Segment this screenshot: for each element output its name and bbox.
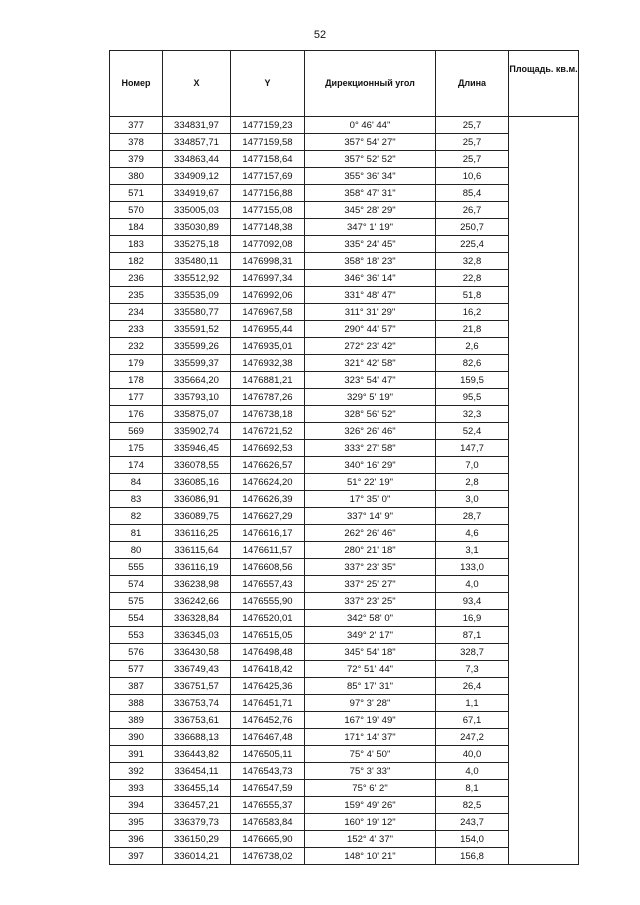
- cell-number: 175: [110, 440, 163, 457]
- cell-number: 553: [110, 627, 163, 644]
- cell-y: 1476425,36: [231, 678, 305, 695]
- cell-number: 569: [110, 423, 163, 440]
- cell-length: 16,2: [436, 304, 509, 321]
- cell-length: 52,4: [436, 423, 509, 440]
- table-row: [110, 508, 579, 525]
- cell-x: 335902,74: [163, 423, 231, 440]
- cell-x: 335591,52: [163, 321, 231, 338]
- cell-y: 1477092,08: [231, 236, 305, 253]
- cell-length: 7,3: [436, 661, 509, 678]
- cell-length: 26,4: [436, 678, 509, 695]
- cell-x: 336014,21: [163, 848, 231, 865]
- cell-length: 7,0: [436, 457, 509, 474]
- cell-number: 80: [110, 542, 163, 559]
- cell-number: 393: [110, 780, 163, 797]
- cell-angle: 290° 44' 57": [305, 321, 436, 338]
- cell-angle: 349° 2' 17": [305, 627, 436, 644]
- header-number: Номер: [110, 51, 163, 117]
- cell-length: 1,1: [436, 695, 509, 712]
- cell-number: 394: [110, 797, 163, 814]
- cell-y: 1476451,71: [231, 695, 305, 712]
- cell-y: 1476555,90: [231, 593, 305, 610]
- cell-y: 1476498,48: [231, 644, 305, 661]
- cell-length: 51,8: [436, 287, 509, 304]
- cell-number: 575: [110, 593, 163, 610]
- cell-number: 555: [110, 559, 163, 576]
- cell-number: 178: [110, 372, 163, 389]
- cell-x: 335030,89: [163, 219, 231, 236]
- table-row: [110, 423, 579, 440]
- cell-angle: 85° 17' 31": [305, 678, 436, 695]
- table-header-row: [110, 51, 579, 117]
- cell-y: 1476998,31: [231, 253, 305, 270]
- cell-number: 397: [110, 848, 163, 865]
- cell-number: 570: [110, 202, 163, 219]
- cell-number: 577: [110, 661, 163, 678]
- table-row: [110, 542, 579, 559]
- cell-y: 1476881,21: [231, 372, 305, 389]
- table-row: [110, 355, 579, 372]
- cell-angle: 311° 31' 29": [305, 304, 436, 321]
- cell-number: 377: [110, 117, 163, 134]
- cell-x: 336150,29: [163, 831, 231, 848]
- cell-angle: 0° 46' 44": [305, 117, 436, 134]
- table-row: [110, 644, 579, 661]
- table-row: [110, 457, 579, 474]
- table-row: [110, 168, 579, 185]
- cell-length: 4,0: [436, 763, 509, 780]
- header-angle: Дирекционный угол: [305, 51, 436, 117]
- cell-number: 392: [110, 763, 163, 780]
- cell-y: 1476997,34: [231, 270, 305, 287]
- cell-angle: 345° 28' 29": [305, 202, 436, 219]
- cell-length: 40,0: [436, 746, 509, 763]
- cell-number: 84: [110, 474, 163, 491]
- cell-angle: 321° 42' 58": [305, 355, 436, 372]
- cell-y: 1476992,06: [231, 287, 305, 304]
- cell-x: 334909,12: [163, 168, 231, 185]
- cell-length: 8,1: [436, 780, 509, 797]
- table-row: [110, 151, 579, 168]
- cell-length: 4,0: [436, 576, 509, 593]
- cell-number: 184: [110, 219, 163, 236]
- cell-y: 1476665,90: [231, 831, 305, 848]
- cell-length: 2,8: [436, 474, 509, 491]
- cell-x: 336455,14: [163, 780, 231, 797]
- table-row: [110, 474, 579, 491]
- cell-y: 1476738,18: [231, 406, 305, 423]
- cell-x: 336089,75: [163, 508, 231, 525]
- cell-number: 233: [110, 321, 163, 338]
- cell-y: 1477159,58: [231, 134, 305, 151]
- table-row: [110, 661, 579, 678]
- cell-area: [509, 117, 579, 865]
- cell-x: 336115,64: [163, 542, 231, 559]
- cell-x: 335580,77: [163, 304, 231, 321]
- cell-x: 334857,71: [163, 134, 231, 151]
- cell-length: 10,6: [436, 168, 509, 185]
- cell-y: 1476611,57: [231, 542, 305, 559]
- cell-number: 179: [110, 355, 163, 372]
- cell-angle: 167° 19' 49": [305, 712, 436, 729]
- cell-y: 1476543,73: [231, 763, 305, 780]
- header-x: X: [163, 51, 231, 117]
- table-row: [110, 525, 579, 542]
- cell-length: 328,7: [436, 644, 509, 661]
- cell-length: 28,7: [436, 508, 509, 525]
- cell-y: 1476515,05: [231, 627, 305, 644]
- cell-y: 1476967,58: [231, 304, 305, 321]
- cell-y: 1476555,37: [231, 797, 305, 814]
- cell-x: 336457,21: [163, 797, 231, 814]
- cell-length: 3,1: [436, 542, 509, 559]
- header-length: Длина: [436, 51, 509, 117]
- table-row: [110, 202, 579, 219]
- cell-length: 21,8: [436, 321, 509, 338]
- cell-y: 1476547,59: [231, 780, 305, 797]
- cell-angle: 357° 54' 27": [305, 134, 436, 151]
- cell-angle: 75° 3' 33": [305, 763, 436, 780]
- cell-number: 234: [110, 304, 163, 321]
- cell-y: 1476626,57: [231, 457, 305, 474]
- cell-x: 335480,11: [163, 253, 231, 270]
- cell-length: 133,0: [436, 559, 509, 576]
- cell-x: 336238,98: [163, 576, 231, 593]
- cell-number: 176: [110, 406, 163, 423]
- cell-y: 1476692,53: [231, 440, 305, 457]
- cell-x: 336085,16: [163, 474, 231, 491]
- cell-angle: 97° 3' 28": [305, 695, 436, 712]
- cell-angle: 326° 26' 46": [305, 423, 436, 440]
- cell-y: 1477148,38: [231, 219, 305, 236]
- cell-angle: 280° 21' 18": [305, 542, 436, 559]
- cell-length: 95,5: [436, 389, 509, 406]
- cell-angle: 75° 6' 2": [305, 780, 436, 797]
- cell-y: 1476626,39: [231, 491, 305, 508]
- cell-angle: 335° 24' 45": [305, 236, 436, 253]
- cell-angle: 347° 1' 19": [305, 219, 436, 236]
- cell-angle: 337° 14' 9": [305, 508, 436, 525]
- table-row: [110, 219, 579, 236]
- cell-number: 396: [110, 831, 163, 848]
- cell-x: 335875,07: [163, 406, 231, 423]
- table-row: [110, 236, 579, 253]
- cell-number: 390: [110, 729, 163, 746]
- cell-angle: 160° 19' 12": [305, 814, 436, 831]
- cell-y: 1476452,76: [231, 712, 305, 729]
- table-row: [110, 678, 579, 695]
- cell-x: 336430,58: [163, 644, 231, 661]
- cell-angle: 152° 4' 37": [305, 831, 436, 848]
- cell-x: 335005,03: [163, 202, 231, 219]
- cell-y: 1476932,38: [231, 355, 305, 372]
- cell-number: 177: [110, 389, 163, 406]
- cell-angle: 51° 22' 19": [305, 474, 436, 491]
- cell-angle: 272° 23' 42": [305, 338, 436, 355]
- cell-number: 83: [110, 491, 163, 508]
- cell-y: 1476935,01: [231, 338, 305, 355]
- table-row: [110, 848, 579, 865]
- cell-length: 85,4: [436, 185, 509, 202]
- table-row: [110, 729, 579, 746]
- cell-y: 1476787,26: [231, 389, 305, 406]
- coordinates-table: [109, 50, 579, 865]
- cell-x: 336454,11: [163, 763, 231, 780]
- cell-x: 334863,44: [163, 151, 231, 168]
- table-row: [110, 627, 579, 644]
- cell-x: 336751,57: [163, 678, 231, 695]
- cell-number: 379: [110, 151, 163, 168]
- table-row: [110, 372, 579, 389]
- cell-length: 22,8: [436, 270, 509, 287]
- cell-angle: 345° 54' 18": [305, 644, 436, 661]
- table-row: [110, 610, 579, 627]
- cell-y: 1476955,44: [231, 321, 305, 338]
- cell-y: 1477155,08: [231, 202, 305, 219]
- cell-length: 67,1: [436, 712, 509, 729]
- table-row: [110, 746, 579, 763]
- cell-x: 336443,82: [163, 746, 231, 763]
- cell-angle: 337° 25' 27": [305, 576, 436, 593]
- table-row: [110, 695, 579, 712]
- cell-number: 574: [110, 576, 163, 593]
- cell-y: 1476608,56: [231, 559, 305, 576]
- cell-y: 1476418,42: [231, 661, 305, 678]
- cell-x: 335512,92: [163, 270, 231, 287]
- cell-angle: 342° 58' 0": [305, 610, 436, 627]
- cell-x: 336078,55: [163, 457, 231, 474]
- cell-y: 1476557,43: [231, 576, 305, 593]
- cell-x: 336379,73: [163, 814, 231, 831]
- table-row: [110, 338, 579, 355]
- table-row: [110, 831, 579, 848]
- cell-length: 154,0: [436, 831, 509, 848]
- table-row: [110, 117, 579, 134]
- cell-angle: 329° 5' 19": [305, 389, 436, 406]
- cell-y: 1476616,17: [231, 525, 305, 542]
- cell-angle: 17° 35' 0": [305, 491, 436, 508]
- cell-length: 82,6: [436, 355, 509, 372]
- cell-angle: 337° 23' 25": [305, 593, 436, 610]
- cell-y: 1477158,64: [231, 151, 305, 168]
- cell-x: 335275,18: [163, 236, 231, 253]
- table-row: [110, 287, 579, 304]
- cell-number: 81: [110, 525, 163, 542]
- cell-x: 335946,45: [163, 440, 231, 457]
- table-row: [110, 440, 579, 457]
- cell-length: 243,7: [436, 814, 509, 831]
- cell-x: 336688,13: [163, 729, 231, 746]
- cell-x: 336753,61: [163, 712, 231, 729]
- table-row: [110, 797, 579, 814]
- cell-x: 336749,43: [163, 661, 231, 678]
- cell-angle: 75° 4' 50": [305, 746, 436, 763]
- cell-x: 335599,37: [163, 355, 231, 372]
- cell-angle: 337° 23' 35": [305, 559, 436, 576]
- cell-y: 1477157,69: [231, 168, 305, 185]
- cell-length: 247,2: [436, 729, 509, 746]
- cell-x: 334831,97: [163, 117, 231, 134]
- cell-angle: 333° 27' 58": [305, 440, 436, 457]
- cell-x: 335535,09: [163, 287, 231, 304]
- cell-angle: 358° 18' 23": [305, 253, 436, 270]
- cell-x: 335599,26: [163, 338, 231, 355]
- cell-length: 250,7: [436, 219, 509, 236]
- cell-length: 82,5: [436, 797, 509, 814]
- table-row: [110, 270, 579, 287]
- cell-length: 225,4: [436, 236, 509, 253]
- cell-number: 174: [110, 457, 163, 474]
- table-row: [110, 185, 579, 202]
- cell-length: 159,5: [436, 372, 509, 389]
- cell-y: 1476721,52: [231, 423, 305, 440]
- cell-length: 2,6: [436, 338, 509, 355]
- table-row: [110, 780, 579, 797]
- cell-angle: 72° 51' 44": [305, 661, 436, 678]
- table-row: [110, 814, 579, 831]
- cell-angle: 355° 36' 34": [305, 168, 436, 185]
- table-row: [110, 406, 579, 423]
- table-row: [110, 321, 579, 338]
- cell-number: 389: [110, 712, 163, 729]
- table-row: [110, 559, 579, 576]
- cell-angle: 148° 10' 21": [305, 848, 436, 865]
- table-row: [110, 576, 579, 593]
- cell-y: 1476624,20: [231, 474, 305, 491]
- cell-number: 388: [110, 695, 163, 712]
- cell-length: 26,7: [436, 202, 509, 219]
- cell-length: 16,9: [436, 610, 509, 627]
- table-row: [110, 253, 579, 270]
- cell-length: 156,8: [436, 848, 509, 865]
- cell-length: 93,4: [436, 593, 509, 610]
- cell-x: 336116,25: [163, 525, 231, 542]
- cell-number: 380: [110, 168, 163, 185]
- table-row: [110, 712, 579, 729]
- cell-angle: 262° 26' 46": [305, 525, 436, 542]
- cell-y: 1476583,84: [231, 814, 305, 831]
- cell-number: 395: [110, 814, 163, 831]
- cell-x: 336116,19: [163, 559, 231, 576]
- cell-y: 1477159,23: [231, 117, 305, 134]
- cell-number: 236: [110, 270, 163, 287]
- cell-angle: 171° 14' 37": [305, 729, 436, 746]
- table-row: [110, 389, 579, 406]
- cell-length: 25,7: [436, 134, 509, 151]
- table-row: [110, 134, 579, 151]
- cell-angle: 358° 47' 31": [305, 185, 436, 202]
- cell-number: 387: [110, 678, 163, 695]
- cell-number: 82: [110, 508, 163, 525]
- cell-length: 147,7: [436, 440, 509, 457]
- cell-angle: 346° 36' 14": [305, 270, 436, 287]
- table-row: [110, 763, 579, 780]
- cell-angle: 328° 56' 52": [305, 406, 436, 423]
- table-body: [110, 117, 579, 865]
- cell-number: 182: [110, 253, 163, 270]
- cell-angle: 159° 49' 26": [305, 797, 436, 814]
- cell-number: 232: [110, 338, 163, 355]
- page-number: 52: [313, 29, 327, 41]
- cell-number: 378: [110, 134, 163, 151]
- cell-number: 235: [110, 287, 163, 304]
- cell-number: 576: [110, 644, 163, 661]
- cell-length: 87,1: [436, 627, 509, 644]
- cell-length: 3,0: [436, 491, 509, 508]
- header-area: Площадь. кв.м.: [509, 51, 579, 117]
- cell-angle: 340° 16' 29": [305, 457, 436, 474]
- cell-length: 4,6: [436, 525, 509, 542]
- cell-number: 183: [110, 236, 163, 253]
- table-row: [110, 304, 579, 321]
- cell-y: 1476520,01: [231, 610, 305, 627]
- cell-y: 1476627,29: [231, 508, 305, 525]
- cell-x: 336086,91: [163, 491, 231, 508]
- cell-x: 336753,74: [163, 695, 231, 712]
- cell-x: 336328,84: [163, 610, 231, 627]
- cell-angle: 323° 54' 47": [305, 372, 436, 389]
- cell-y: 1477156,88: [231, 185, 305, 202]
- cell-length: 25,7: [436, 151, 509, 168]
- cell-y: 1476738,02: [231, 848, 305, 865]
- cell-angle: 357° 52' 52": [305, 151, 436, 168]
- table-row: [110, 593, 579, 610]
- cell-x: 335664,20: [163, 372, 231, 389]
- cell-length: 32,3: [436, 406, 509, 423]
- cell-x: 336345,03: [163, 627, 231, 644]
- cell-angle: 331° 48' 47": [305, 287, 436, 304]
- cell-x: 335793,10: [163, 389, 231, 406]
- cell-number: 391: [110, 746, 163, 763]
- cell-length: 32,8: [436, 253, 509, 270]
- cell-length: 25,7: [436, 117, 509, 134]
- cell-y: 1476467,48: [231, 729, 305, 746]
- cell-y: 1476505,11: [231, 746, 305, 763]
- header-y: Y: [231, 51, 305, 117]
- cell-x: 336242,66: [163, 593, 231, 610]
- cell-number: 571: [110, 185, 163, 202]
- cell-number: 554: [110, 610, 163, 627]
- cell-x: 334919,67: [163, 185, 231, 202]
- table-row: [110, 491, 579, 508]
